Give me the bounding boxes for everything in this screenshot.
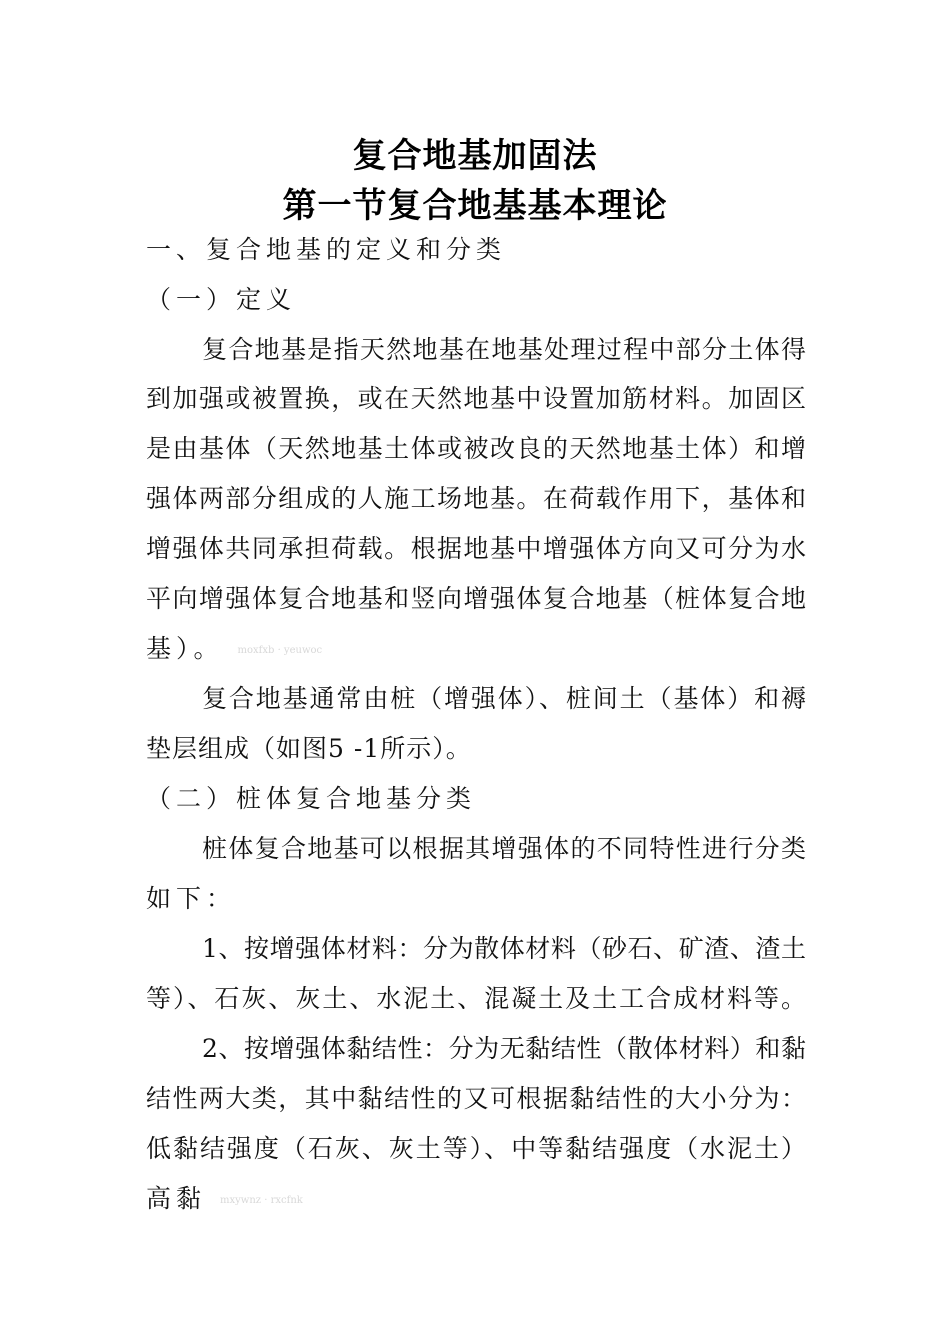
document-title: 复合地基加固法 bbox=[352, 136, 598, 176]
list-item-line: 2、按增强体黏结性：分为无黏结性（散体材料）和黏 bbox=[202, 1034, 806, 1063]
paragraph-line: 复合地基是指天然地基在地基处理过程中部分土体得 bbox=[202, 335, 806, 364]
paragraph-line: 垫层组成（如图5 -1所示）。 bbox=[146, 734, 472, 763]
section-title: 第一节复合地基基本理论 bbox=[282, 186, 668, 226]
list-item-line-end bbox=[146, 1184, 303, 1216]
list-item-line: 等）、石灰、灰土、水泥土、混凝土及土工合成材料等。 bbox=[146, 984, 806, 1013]
paragraph-line-end bbox=[146, 634, 322, 666]
list-item-line: 结性两大类，其中黏结性的又可根据黏结性的大小分为： bbox=[146, 1084, 806, 1113]
paragraph-line-text: 高黏 bbox=[146, 1184, 207, 1213]
paragraph-line-text: 基）。 bbox=[146, 634, 224, 663]
list-item-line: 1、按增强体材料：分为散体材料（砂石、矿渣、渣土 bbox=[202, 934, 806, 963]
paragraph-line: 桩体复合地基可以根据其增强体的不同特性进行分类 bbox=[202, 834, 806, 863]
paragraph-line: 如下： bbox=[146, 884, 237, 913]
watermark-text: mxywnz · rxcfnk bbox=[220, 1194, 303, 1206]
heading-definition-and-classification: 一、复合地基的定义和分类 bbox=[146, 235, 507, 264]
paragraph-line: 增强体共同承担荷载。根据地基中增强体方向又可分为水 bbox=[146, 534, 806, 563]
watermark-text: moxfxb · yeuwoc bbox=[237, 644, 323, 656]
list-item-line: 低黏结强度（石灰、灰土等）、中等黏结强度（水泥土） bbox=[146, 1134, 806, 1163]
paragraph-line: 到加强或被置换，或在天然地基中设置加筋材料。加固区 bbox=[146, 384, 806, 413]
paragraph-line: 平向增强体复合地基和竖向增强体复合地基（桩体复合地 bbox=[146, 584, 806, 613]
paragraph-line: 复合地基通常由桩（增强体）、桩间土（基体）和褥 bbox=[202, 684, 806, 713]
paragraph-line: 强体两部分组成的人施工场地基。在荷载作用下，基体和 bbox=[146, 484, 806, 513]
paragraph-line: 是由基体（天然地基土体或被改良的天然地基土体）和增 bbox=[146, 434, 806, 463]
subheading-pile-classification: （二）桩体复合地基分类 bbox=[146, 784, 477, 813]
subheading-definition: （一）定义 bbox=[146, 285, 297, 314]
